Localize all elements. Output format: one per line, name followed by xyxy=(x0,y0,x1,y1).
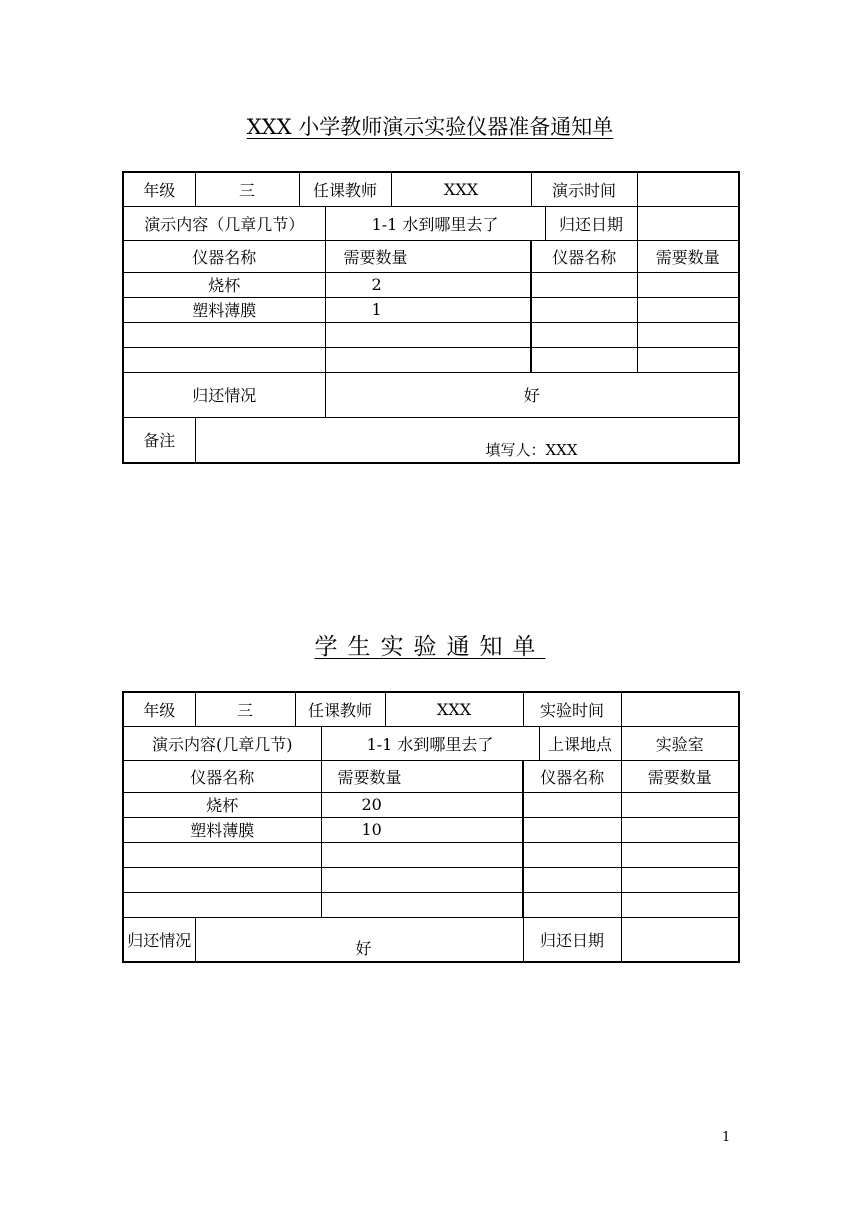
teacher-item-row xyxy=(123,297,739,322)
header-quantity: 需要数量 xyxy=(321,760,523,792)
student-item-row xyxy=(123,892,739,917)
item-name-2[interactable] xyxy=(523,792,621,817)
teacher-return-status-row xyxy=(123,372,739,417)
item-name[interactable]: 塑料薄膜 xyxy=(123,297,325,322)
header-quantity-2: 需要数量 xyxy=(621,760,739,792)
item-qty-2[interactable] xyxy=(621,792,739,817)
item-qty[interactable] xyxy=(325,347,531,372)
return-date-label: 归还日期 xyxy=(545,206,637,240)
item-name[interactable] xyxy=(123,842,321,867)
return-date-value[interactable] xyxy=(637,206,739,240)
item-name-2[interactable] xyxy=(531,347,637,372)
header-instrument-name: 仪器名称 xyxy=(123,760,321,792)
student-item-row xyxy=(123,867,739,892)
item-qty-2[interactable] xyxy=(637,272,739,297)
teacher-info-row-1 xyxy=(123,172,739,206)
demo-time-label: 演示时间 xyxy=(531,172,637,206)
item-name-2[interactable] xyxy=(523,817,621,842)
item-name[interactable] xyxy=(123,867,321,892)
content-label: 演示内容(几章几节) xyxy=(123,726,321,760)
item-qty-2[interactable] xyxy=(621,892,739,917)
item-qty-2[interactable] xyxy=(621,867,739,892)
item-qty-2[interactable] xyxy=(637,347,739,372)
return-status-value[interactable]: 好 xyxy=(325,372,739,417)
teacher-info-row-2 xyxy=(123,206,739,240)
item-name[interactable] xyxy=(123,322,325,347)
student-form-title xyxy=(0,633,860,661)
student-item-row xyxy=(123,817,739,842)
item-name[interactable] xyxy=(123,347,325,372)
exp-time-value[interactable] xyxy=(621,692,739,726)
page-number: 1 xyxy=(722,1130,731,1145)
student-items-header-row xyxy=(123,760,739,792)
item-qty[interactable]: 2 xyxy=(325,272,531,297)
student-info-row-2 xyxy=(123,726,739,760)
student-experiment-form-table xyxy=(122,691,740,963)
student-item-row xyxy=(123,842,739,867)
teacher-form-title-text: XXX 小学教师演示实验仪器准备通知单 xyxy=(246,115,614,139)
filled-by: 填写人：XXX xyxy=(485,441,578,459)
header-quantity: 需要数量 xyxy=(325,240,531,272)
header-quantity-2: 需要数量 xyxy=(637,240,739,272)
item-name-2[interactable] xyxy=(523,867,621,892)
teacher-demo-form-table xyxy=(122,171,740,464)
item-qty-2[interactable] xyxy=(621,842,739,867)
item-qty[interactable]: 20 xyxy=(321,792,523,817)
teacher-value[interactable]: XXX xyxy=(385,692,523,726)
header-instrument-name-2: 仪器名称 xyxy=(523,760,621,792)
return-date-value[interactable] xyxy=(621,917,739,962)
teacher-items-header-row xyxy=(123,240,739,272)
item-qty[interactable] xyxy=(321,842,523,867)
exp-time-label: 实验时间 xyxy=(523,692,621,726)
student-return-row xyxy=(123,917,739,962)
notes-label: 备注 xyxy=(123,417,195,463)
teacher-item-row xyxy=(123,322,739,347)
item-qty-2[interactable] xyxy=(621,817,739,842)
item-name[interactable]: 塑料薄膜 xyxy=(123,817,321,842)
demo-time-value[interactable] xyxy=(637,172,739,206)
teacher-item-row xyxy=(123,272,739,297)
item-qty[interactable] xyxy=(321,892,523,917)
teacher-item-row xyxy=(123,347,739,372)
item-name[interactable]: 烧杯 xyxy=(123,272,325,297)
student-form-title-text: 学生实验通知单 xyxy=(314,634,546,660)
item-name-2[interactable] xyxy=(531,297,637,322)
content-value[interactable]: 1-1 水到哪里去了 xyxy=(321,726,539,760)
student-info-row-1 xyxy=(123,692,739,726)
header-instrument-name-2: 仪器名称 xyxy=(531,240,637,272)
student-item-row xyxy=(123,792,739,817)
teacher-label: 任课教师 xyxy=(299,172,391,206)
teacher-notes-row xyxy=(123,417,739,463)
grade-label: 年级 xyxy=(123,172,195,206)
item-name-2[interactable] xyxy=(531,272,637,297)
return-status-label: 归还情况 xyxy=(123,372,325,417)
header-instrument-name: 仪器名称 xyxy=(123,240,325,272)
return-date-label: 归还日期 xyxy=(523,917,621,962)
item-name[interactable] xyxy=(123,892,321,917)
notes-value[interactable] xyxy=(195,417,739,463)
grade-value[interactable]: 三 xyxy=(195,172,299,206)
grade-value[interactable]: 三 xyxy=(195,692,295,726)
return-status-value[interactable]: 好 xyxy=(195,917,523,962)
teacher-label: 任课教师 xyxy=(295,692,385,726)
item-qty[interactable]: 1 xyxy=(325,297,531,322)
item-name-2[interactable] xyxy=(523,892,621,917)
teacher-value[interactable]: XXX xyxy=(391,172,531,206)
item-qty-2[interactable] xyxy=(637,297,739,322)
teacher-form-title xyxy=(0,113,860,141)
content-label: 演示内容（几章几节） xyxy=(123,206,325,240)
content-value[interactable]: 1-1 水到哪里去了 xyxy=(325,206,545,240)
item-qty[interactable]: 10 xyxy=(321,817,523,842)
return-status-label: 归还情况 xyxy=(123,917,195,962)
item-name-2[interactable] xyxy=(523,842,621,867)
grade-label: 年级 xyxy=(123,692,195,726)
item-qty[interactable] xyxy=(325,322,531,347)
item-qty[interactable] xyxy=(321,867,523,892)
location-label: 上课地点 xyxy=(539,726,621,760)
location-value[interactable]: 实验室 xyxy=(621,726,739,760)
item-name-2[interactable] xyxy=(531,322,637,347)
item-qty-2[interactable] xyxy=(637,322,739,347)
item-name[interactable]: 烧杯 xyxy=(123,792,321,817)
